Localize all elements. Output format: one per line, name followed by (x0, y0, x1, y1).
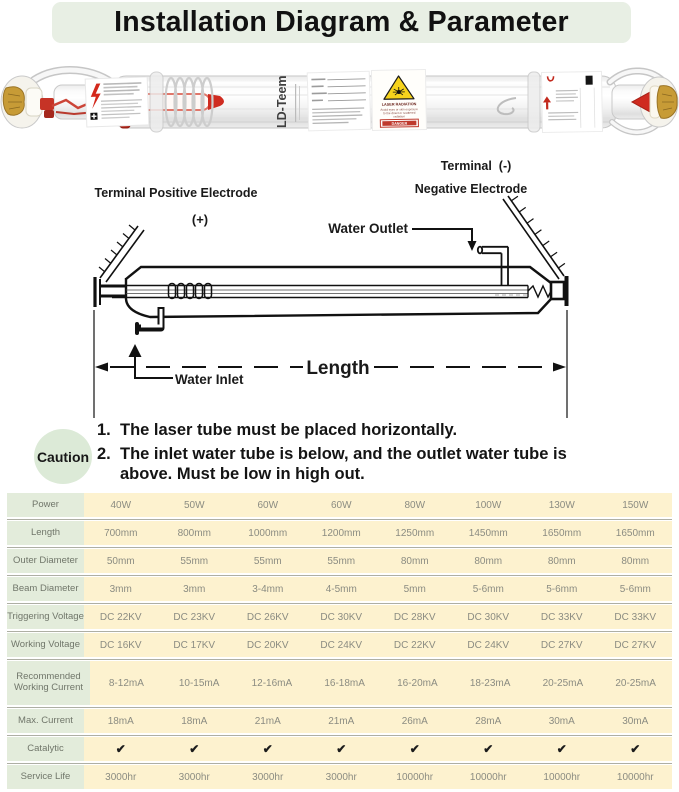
label-water-outlet: Water Outlet (328, 221, 408, 236)
row-value-cell: 20-25mA (527, 661, 600, 705)
brand-vertical-text: LD-Teem (275, 75, 289, 128)
row-label-cell: Length (7, 521, 84, 545)
row-value-cell: 5-6mm (452, 577, 526, 601)
parameter-table (7, 493, 672, 789)
row-label-cell: Recommended Working Current (7, 661, 90, 705)
glass-flange-ring (528, 72, 540, 132)
row-value-cell: 40W (84, 493, 158, 517)
water-inlet-arrow (129, 344, 174, 378)
table-row-max-current (7, 709, 672, 733)
laser-tube-photo (0, 56, 679, 152)
table-row-catalytic (7, 737, 672, 761)
row-value-cell: DC 22KV (378, 633, 452, 657)
row-value-cell: DC 17KV (158, 633, 232, 657)
row-value-cell: 60W (231, 493, 305, 517)
row-value-cell: 800mm (158, 521, 232, 545)
row-value-cell: 80W (378, 493, 452, 517)
laser-warning-sticker (371, 70, 426, 131)
row-value-cell: ✔ (305, 737, 379, 761)
row-value-cell: 4-5mm (305, 577, 379, 601)
row-value-cell: 18-23mA (454, 661, 527, 705)
row-value-cell: 1650mm (599, 521, 673, 545)
row-value-cell: 3000hr (231, 765, 305, 789)
inner-tube (112, 284, 551, 299)
row-value-cell: DC 26KV (231, 605, 305, 629)
left-spec-sticker (85, 77, 149, 127)
row-label-cell: Service Life (7, 765, 84, 789)
label-length: Length (306, 358, 370, 379)
row-value-cell: 1250mm (378, 521, 452, 545)
row-label-cell: Max. Current (7, 709, 84, 733)
row-value-cell: ✔ (231, 737, 305, 761)
row-value-cell: DC 16KV (84, 633, 158, 657)
row-separator (7, 629, 672, 633)
break-symbol (528, 286, 551, 297)
warning-line: radiation (393, 114, 406, 119)
row-value-cell: ✔ (158, 737, 232, 761)
table-row-length (7, 521, 672, 545)
row-value-cell: 10000hr (378, 765, 452, 789)
row-value-cell: 30mA (525, 709, 599, 733)
row-value-cell: 5mm (378, 577, 452, 601)
row-value-cell: DC 27KV (525, 633, 599, 657)
row-value-cell: 10000hr (525, 765, 599, 789)
row-value-cell: DC 23KV (158, 605, 232, 629)
left-electrode-gold (3, 87, 24, 115)
row-value-cell: 18mA (84, 709, 158, 733)
table-row-outer-diameter (7, 549, 672, 573)
row-value-cell: 10000hr (599, 765, 673, 789)
row-value-cell: DC 24KV (452, 633, 526, 657)
warning-line: Avoid eyes or skin exposure (380, 107, 418, 112)
label-terminal-positive: Terminal Positive Electrode (94, 186, 258, 200)
row-value-cell: ✔ (452, 737, 526, 761)
row-separator (7, 517, 672, 521)
tube-outline (95, 267, 569, 317)
row-value-cell: ✔ (84, 737, 158, 761)
row-value-cell: 80mm (378, 549, 452, 573)
row-value-cell: DC 30KV (452, 605, 526, 629)
row-separator (7, 601, 672, 605)
row-value-cell: 3000hr (158, 765, 232, 789)
row-value-cell: 3-4mm (231, 577, 305, 601)
row-value-cell: ✔ (378, 737, 452, 761)
installation-diagram (0, 150, 679, 420)
row-separator (7, 657, 672, 661)
water-outlet-arrow (412, 229, 477, 251)
row-value-cell: 26mA (378, 709, 452, 733)
label-plus-sign: (+) (191, 212, 209, 227)
center-form-sticker (307, 71, 370, 131)
row-separator (7, 545, 672, 549)
row-value-cell: DC 24KV (305, 633, 379, 657)
right-spec-sticker (541, 71, 602, 132)
row-value-cell: 20-25mA (599, 661, 672, 705)
row-label-cell: Outer Diameter (7, 549, 84, 573)
row-value-cell: ✔ (599, 737, 673, 761)
row-value-cell: 28mA (452, 709, 526, 733)
row-label-cell: Power (7, 493, 84, 517)
caution-item (97, 444, 575, 484)
row-value-cell: 5-6mm (525, 577, 599, 601)
table-row-working-voltage (7, 633, 672, 657)
row-value-cell: 3mm (84, 577, 158, 601)
row-value-cell: 3mm (158, 577, 232, 601)
row-value-cell: 80mm (525, 549, 599, 573)
table-row-power (7, 493, 672, 517)
row-value-cell: 12-16mA (236, 661, 309, 705)
row-value-cell: 3000hr (305, 765, 379, 789)
row-value-cell: DC 30KV (305, 605, 379, 629)
row-value-cell: 55mm (158, 549, 232, 573)
row-value-cell: ✔ (525, 737, 599, 761)
row-value-cell: 10-15mA (163, 661, 236, 705)
label-terminal-negative: Terminal (-) (440, 159, 512, 173)
row-value-cell: 80mm (599, 549, 673, 573)
caution-badge: Caution (34, 429, 92, 484)
danger-text: DANGER (391, 121, 408, 126)
row-value-cell: DC 33KV (599, 605, 673, 629)
row-value-cell: 21mA (231, 709, 305, 733)
row-value-cell: 50W (158, 493, 232, 517)
glass-flange-ring (150, 72, 163, 132)
row-separator (7, 761, 672, 765)
row-value-cell: 1450mm (452, 521, 526, 545)
row-value-cell: DC 20KV (231, 633, 305, 657)
table-row-recommended-working-current (7, 661, 672, 705)
row-value-cell: 16-20mA (381, 661, 454, 705)
positive-electrode-wire (99, 225, 144, 282)
row-value-cell: 5-6mm (599, 577, 673, 601)
row-value-cell: 700mm (84, 521, 158, 545)
table-row-beam-diameter (7, 577, 672, 601)
table-row-triggering-voltage (7, 605, 672, 629)
row-value-cell: 50mm (84, 549, 158, 573)
row-value-cell: DC 22KV (84, 605, 158, 629)
row-separator (7, 573, 672, 577)
row-value-cell: 21mA (305, 709, 379, 733)
row-value-cell: 30mA (599, 709, 673, 733)
row-separator (7, 733, 672, 737)
row-label-cell: Working Voltage (7, 633, 84, 657)
row-value-cell: 8-12mA (90, 661, 163, 705)
label-water-inlet: Water Inlet (175, 372, 244, 387)
table-row-service-life (7, 765, 672, 789)
water-outlet-pipe (478, 247, 508, 285)
row-value-cell: 16-18mA (308, 661, 381, 705)
warning-line: to the direct or scattered (382, 110, 416, 116)
caution-list (97, 420, 575, 488)
row-value-cell: 60W (305, 493, 379, 517)
row-value-cell: 150W (599, 493, 673, 517)
water-inlet-pipe (135, 307, 161, 335)
page-title: Installation Diagram & Parameter (52, 2, 631, 43)
caution-item (97, 420, 575, 440)
laser-radiation-text: LASER RADIATION (381, 102, 417, 107)
tube-right-end (610, 71, 678, 132)
row-value-cell: DC 28KV (378, 605, 452, 629)
label-negative-electrode: Negative Electrode (414, 182, 528, 196)
row-value-cell: DC 33KV (525, 605, 599, 629)
row-value-cell: 55mm (231, 549, 305, 573)
row-label-cell: Beam Diameter (7, 577, 84, 601)
row-value-cell: 55mm (305, 549, 379, 573)
caution-item-number: 1. (97, 421, 111, 439)
row-label-cell: Triggering Voltage (7, 605, 84, 629)
row-separator (7, 705, 672, 709)
row-value-cell: 130W (525, 493, 599, 517)
row-value-cell: DC 27KV (599, 633, 673, 657)
row-value-cell: 1000mm (231, 521, 305, 545)
row-label-cell: Catalytic (7, 737, 84, 761)
caution-item-text: The laser tube must be placed horizontally. (120, 421, 458, 439)
row-value-cell: 80mm (452, 549, 526, 573)
caution-item-number: 2. (97, 445, 111, 464)
row-value-cell: 18mA (158, 709, 232, 733)
row-value-cell: 1200mm (305, 521, 379, 545)
row-value-cell: 10000hr (452, 765, 526, 789)
row-value-cell: 3000hr (84, 765, 158, 789)
caution-item-text: The inlet water tube is below, and the outlet water tube is above. Must be low in high out. (120, 445, 567, 484)
row-value-cell: 1650mm (525, 521, 599, 545)
row-value-cell: 100W (452, 493, 526, 517)
